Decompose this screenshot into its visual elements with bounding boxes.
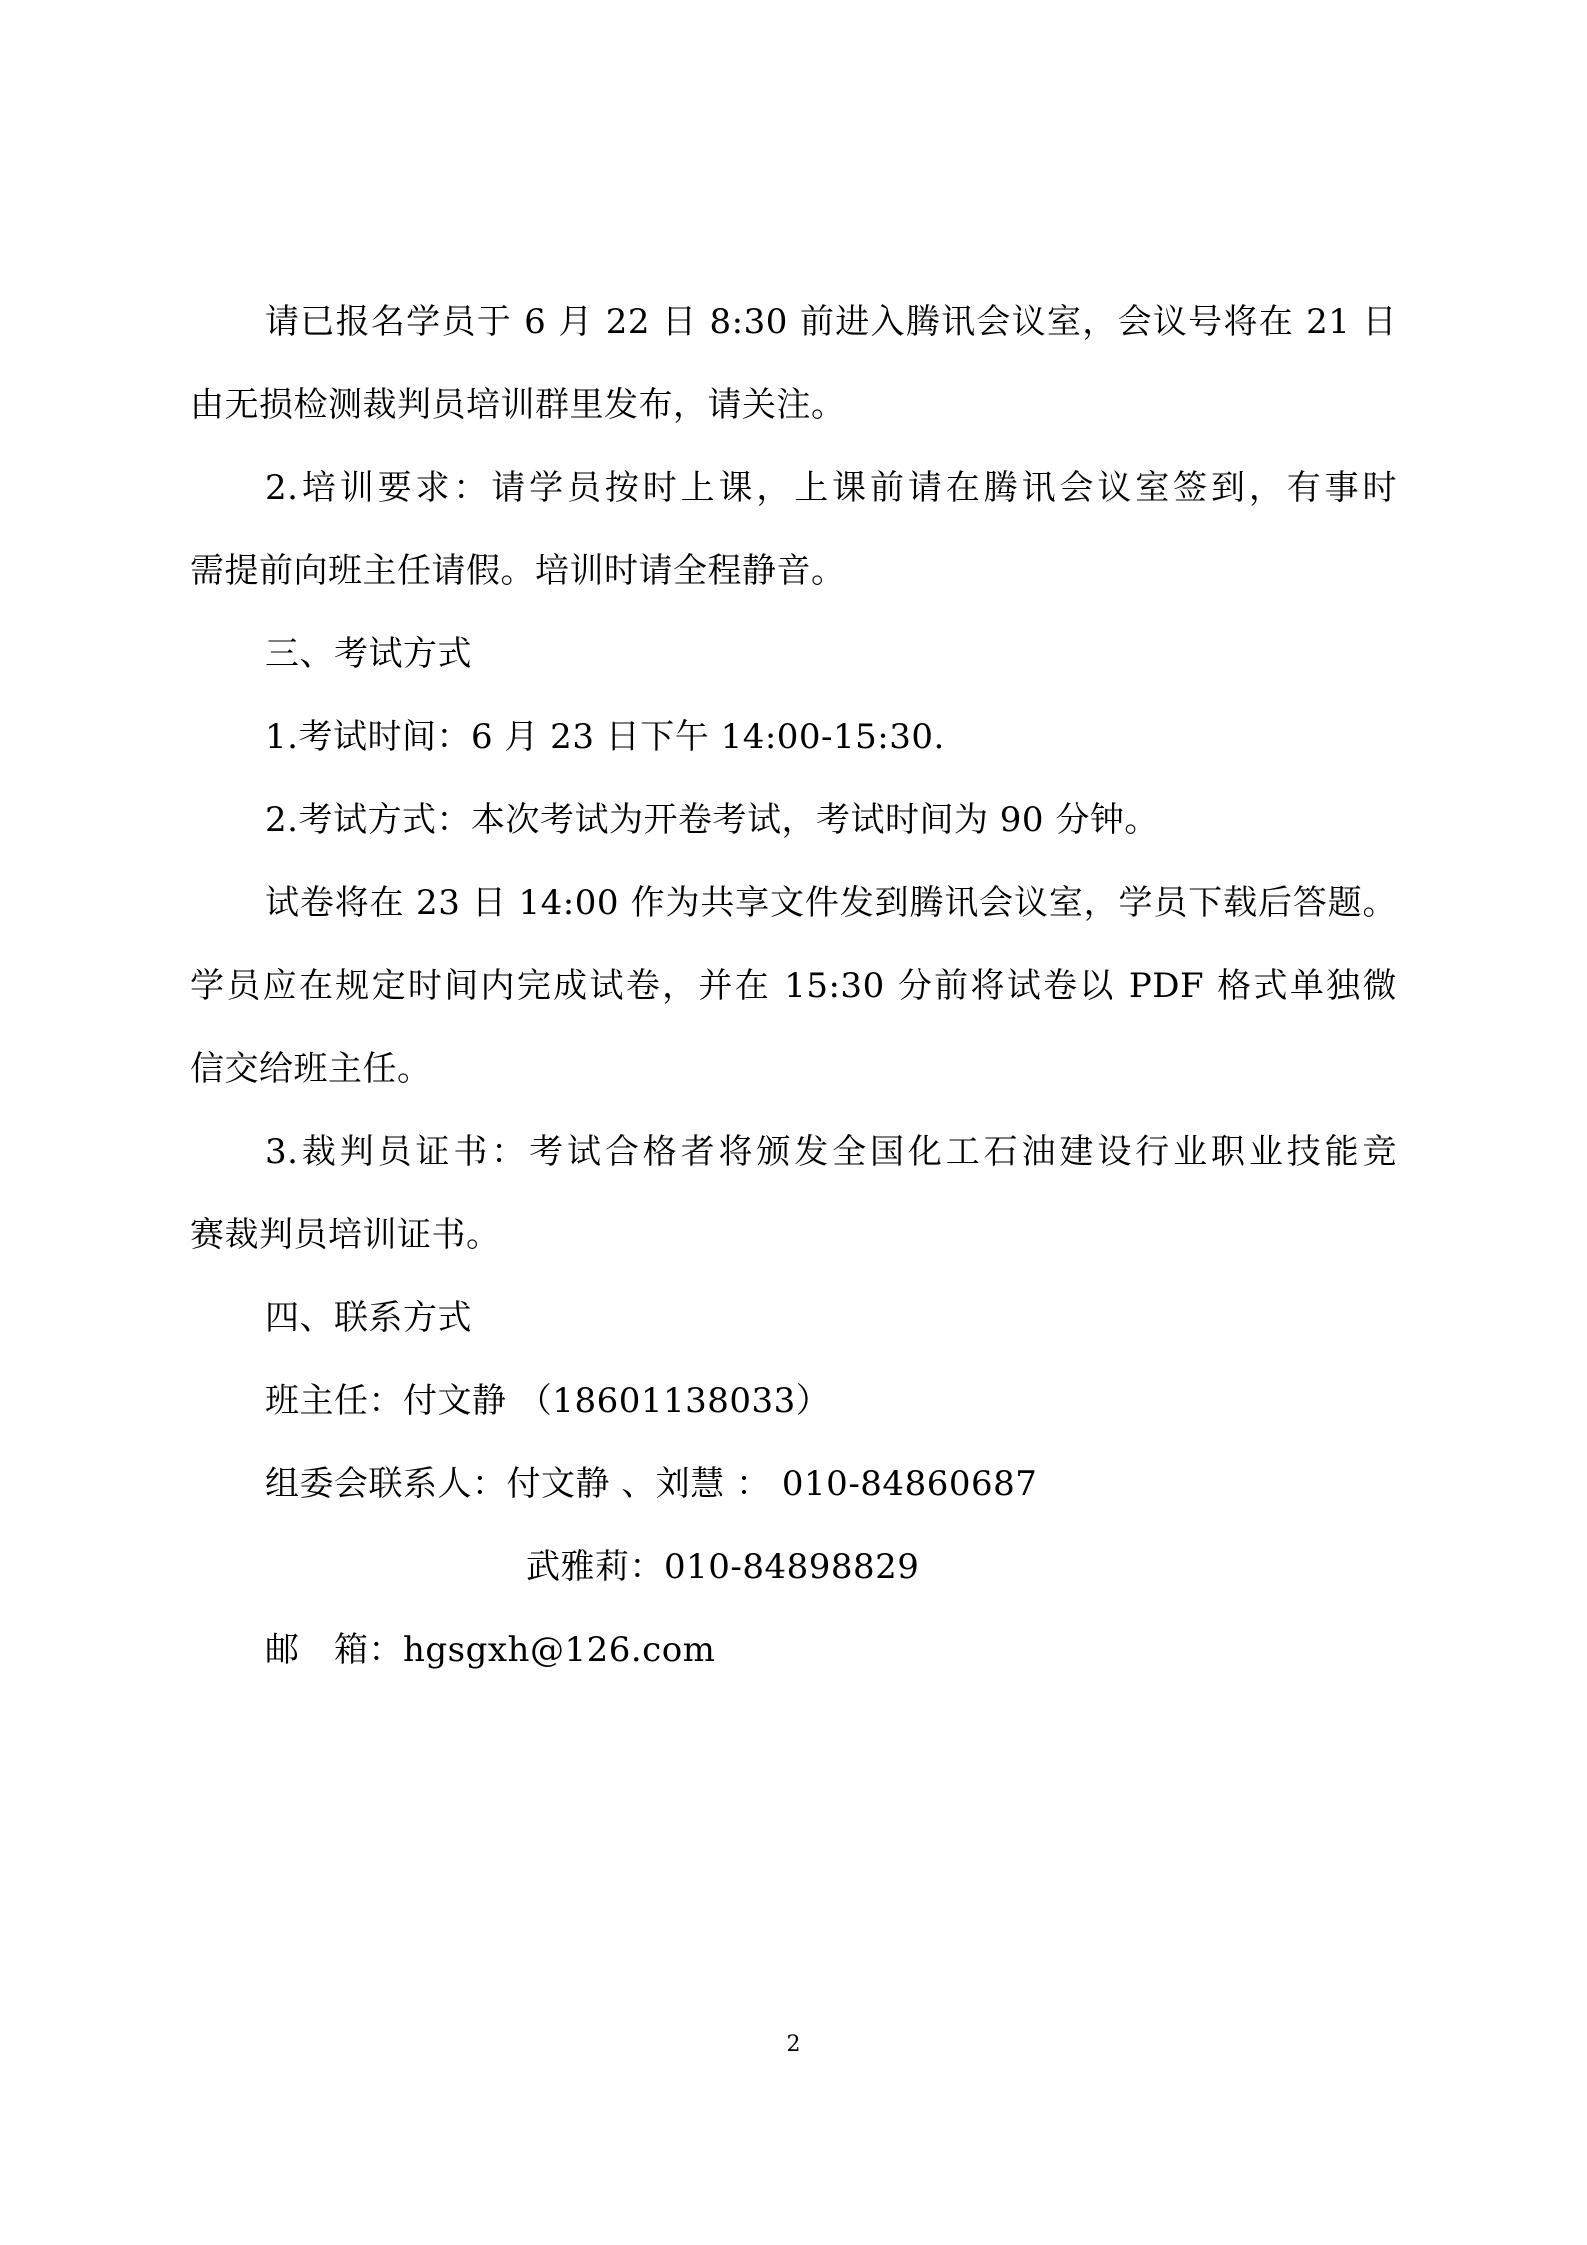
paragraph-line: 1.考试时间：6 月 23 日下午 14:00-15:30. (265, 717, 945, 757)
paragraph-line: 3.裁判员证书：考试合格者将颁发全国化工石油建设行业职业技能竞 (265, 1132, 1397, 1172)
paragraph-line: 需提前向班主任请假。培训时请全程静音。 (190, 551, 846, 591)
paragraph-line: 赛裁判员培训证书。 (190, 1215, 501, 1255)
paragraph-line: 由无损检测裁判员培训群里发布，请关注。 (190, 385, 846, 425)
paragraph-line: 2.培训要求：请学员按时上课，上课前请在腾讯会议室签到，有事时 (265, 468, 1397, 508)
contact-line: 组委会联系人：付文静 、刘慧 ： 010-84860687 (265, 1464, 1038, 1504)
paragraph-line: 试卷将在 23 日 14:00 作为共享文件发到腾讯会议室，学员下载后答题。 (265, 883, 1397, 923)
contact-line: 班主任：付文静 （18601138033） (265, 1381, 831, 1421)
email-line: 邮 箱：hgsgxh@126.com (265, 1630, 716, 1670)
page-number: 2 (786, 2032, 801, 2057)
contact-line: 武雅莉：010-84898829 (526, 1547, 920, 1587)
section-heading: 四、联系方式 (265, 1298, 472, 1338)
paragraph-line: 学员应在规定时间内完成试卷，并在 15:30 分前将试卷以 PDF 格式单独微 (190, 966, 1397, 1006)
paragraph-line: 信交给班主任。 (190, 1049, 432, 1089)
paragraph-line: 2.考试方式：本次考试为开卷考试，考试时间为 90 分钟。 (265, 800, 1159, 840)
section-heading: 三、考试方式 (265, 634, 472, 674)
paragraph-line: 请已报名学员于 6 月 22 日 8:30 前进入腾讯会议室，会议号将在 21 日 (265, 302, 1397, 342)
